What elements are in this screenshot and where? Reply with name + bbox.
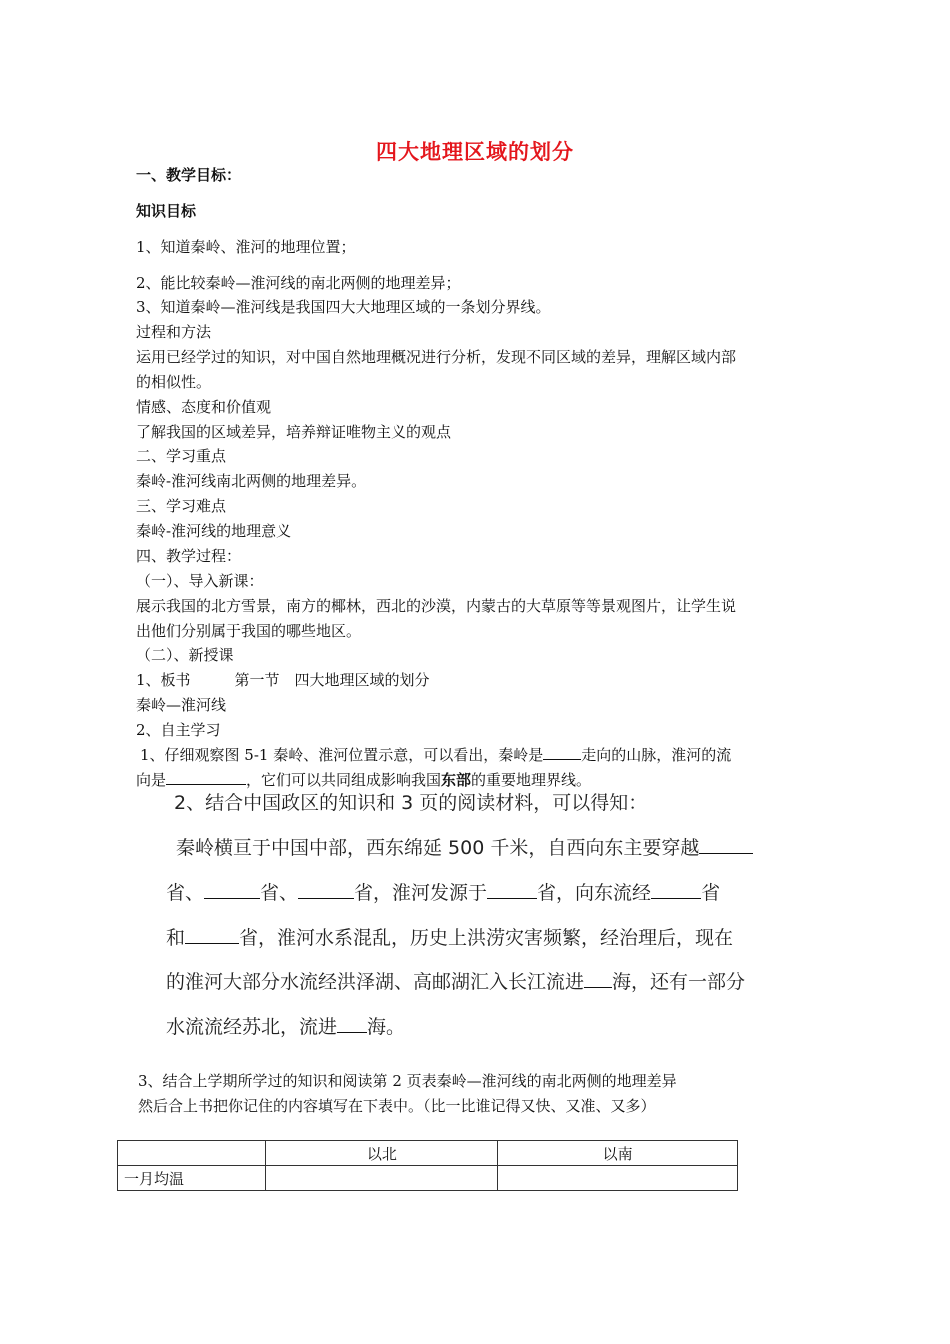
section-2-text: 秦岭-淮河线南北两侧的地理差异。 — [136, 472, 367, 490]
question-1-text-a: 1、仔细观察图 5-1 秦岭、淮河位置示意，可以看出，秦岭是 — [140, 746, 544, 764]
knowledge-goal-3: 3、知道秦岭—淮河线是我国四大大地理区域的一条划分界线。 — [136, 298, 551, 316]
table-row — [118, 1166, 738, 1191]
answer-blank[interactable] — [543, 745, 581, 760]
comparison-table — [117, 1140, 738, 1191]
row-label: 一月均温 — [118, 1166, 266, 1191]
knowledge-goal-2: 2、能比较秦岭—淮河线的南北两侧的地理差异； — [136, 274, 461, 292]
answer-blank[interactable] — [651, 880, 701, 899]
question-1-text-b: 走向的山脉，淮河的流 — [581, 746, 732, 764]
section-1-heading: 一、教学目标： — [136, 166, 242, 184]
knowledge-goals-heading: 知识目标 — [136, 202, 197, 220]
question-2-heading: 2、结合中国政区的知识和 3 页的阅读材料，可以得知： — [174, 792, 648, 814]
question-2-text-2d: 省，向东流经 — [537, 882, 652, 904]
section-2-heading: 二、学习重点 — [136, 447, 227, 465]
attitude-heading: 情感、态度和价值观 — [136, 398, 272, 416]
board-line — [136, 670, 430, 690]
answer-blank[interactable] — [204, 880, 260, 899]
process-text-2: 的相似性。 — [136, 373, 212, 391]
knowledge-goal-1: 1、知道秦岭、淮河的地理位置； — [136, 238, 356, 256]
line-name: 秦岭—淮河线 — [136, 696, 227, 714]
answer-blank[interactable] — [185, 925, 239, 944]
table-header-south: 以南 — [498, 1141, 738, 1166]
section-3-text: 秦岭-淮河线的地理意义 — [136, 522, 292, 540]
question-2-text-2c: 省，淮河发源于 — [354, 882, 488, 904]
answer-blank[interactable] — [699, 835, 753, 854]
document-title: 四大地理区域的划分 — [376, 140, 574, 164]
intro-text-2: 出他们分别属于我国的哪些地区。 — [136, 622, 362, 640]
question-2-line-5 — [166, 1014, 405, 1039]
question-2-text-3a: 和 — [166, 927, 186, 949]
intro-text-1: 展示我国的北方雪景，南方的椰林，西北的沙漠，内蒙古的大草原等等景观图片，让学生说 — [136, 597, 737, 615]
attitude-text: 了解我国的区域差异，培养辩证唯物主义的观点 — [136, 423, 452, 441]
question-2-line-4 — [166, 969, 745, 994]
question-2-text-1: 秦岭横亘于中国中部，西东绵延 500 千米，自西向东主要穿越 — [176, 837, 700, 859]
question-2-text-4a: 的淮河大部分水流经洪泽湖、高邮湖汇入长江流进 — [166, 971, 585, 993]
question-2-text-5b: 海。 — [367, 1016, 406, 1038]
answer-blank[interactable] — [166, 770, 246, 785]
question-1-emphasis: 东部 — [441, 771, 472, 789]
self-study-heading: 2、自主学习 — [136, 721, 221, 739]
question-2-line-1 — [176, 835, 753, 860]
question-1-line-2 — [136, 770, 591, 790]
south-answer-cell[interactable] — [498, 1166, 738, 1191]
question-1-text-d: ，它们可以共同组成影响我国 — [246, 771, 442, 789]
question-2-text-2e: 省 — [701, 882, 721, 904]
answer-blank[interactable] — [337, 1014, 367, 1033]
new-lesson-heading: （二）、新授课 — [136, 646, 234, 664]
answer-blank[interactable] — [298, 880, 354, 899]
question-2-line-2 — [166, 880, 720, 905]
table-header-row — [118, 1141, 738, 1166]
process-heading: 过程和方法 — [136, 323, 212, 341]
section-4-heading: 四、教学过程： — [136, 547, 242, 565]
section-3-heading: 三、学习难点 — [136, 497, 227, 515]
question-2-text-3b: 省，淮河水系混乱，历史上洪涝灾害频繁，经治理后，现在 — [239, 927, 734, 949]
question-2-line-3 — [166, 925, 733, 950]
north-answer-cell[interactable] — [266, 1166, 498, 1191]
table-header-north: 以北 — [266, 1141, 498, 1166]
question-2-text-4b: 海，还有一部分 — [612, 971, 746, 993]
question-1-line-1 — [140, 745, 731, 765]
process-text-1: 运用已经学过的知识，对中国自然地理概况进行分析，发现不同区域的差异，理解区域内部 — [136, 348, 737, 366]
question-3-line-2: 然后合上书把你记住的内容填写在下表中。（比一比谁记得又快、又准、又多） — [138, 1097, 656, 1115]
board-title: 第一节 四大地理区域的划分 — [234, 671, 430, 689]
question-1-text-f: 的重要地理界线。 — [471, 771, 592, 789]
question-2-text-2a: 省、 — [166, 882, 205, 904]
question-1-text-c: 向是 — [136, 771, 167, 789]
question-3-line-1: 3、结合上学期所学过的知识和阅读第 2 页表秦岭—淮河线的南北两侧的地理差异 — [138, 1072, 677, 1090]
board-label: 1、板书 — [136, 671, 191, 689]
question-2-text-2b: 省、 — [260, 882, 299, 904]
intro-heading: （一）、导入新课： — [136, 572, 264, 590]
answer-blank[interactable] — [584, 969, 612, 988]
table-header-cell — [118, 1141, 266, 1166]
question-2-text-5a: 水流流经苏北，流进 — [166, 1016, 338, 1038]
answer-blank[interactable] — [487, 880, 537, 899]
